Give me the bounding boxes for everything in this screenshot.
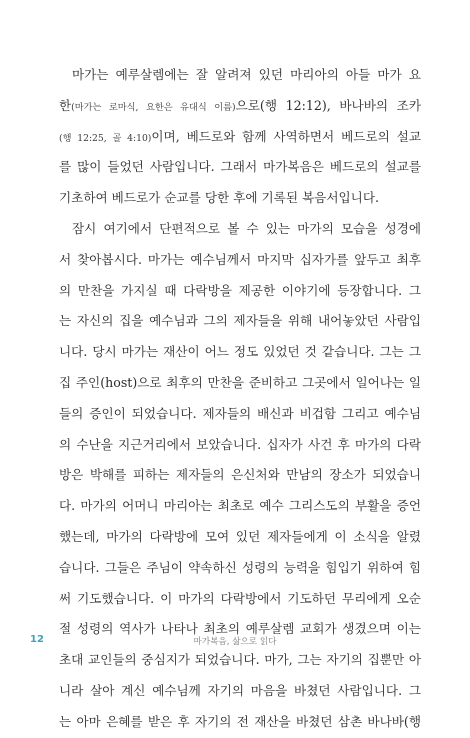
text-run: 절 성령의 역사가 나타나 최초의 예루살렘 교회가 생겼으며 이는 [59,621,421,637]
page-number: 12 [30,634,44,645]
text-run: 습니다. 그들은 주님이 약속하신 성령의 능력을 힘입기 위하여 힘 [59,559,421,575]
text-line [59,399,421,430]
text-line [59,183,421,214]
text-run: 마가는 예루살렘에는 잘 알려져 있던 마리아의 아들 마가 요 [72,67,421,82]
text-run: 니다. 당시 마가는 재산이 어느 정도 있었던 것 같습니다. 그는 그 [59,344,421,360]
text-line [59,430,421,461]
text-run: 집 주인(host)으로 최후의 만찬을 준비하고 그곳에서 일어나는 일 [59,374,421,390]
text-line [59,522,421,553]
paragraph [59,214,421,738]
inline-note: (행 12:25, 골 4:10) [59,132,152,144]
text-line [59,584,421,615]
paragraph [59,60,421,214]
text-run: 초대 교인들의 중심지가 되었습니다. 마가, 그는 자기의 집뿐만 아 [59,652,421,668]
text-run: 다. 마가의 어머니 마리아는 최초로 예수 그리스도의 부활을 증언 [59,498,421,514]
text-run: 서 찾아봅시다. 마가는 예수님께서 마지막 십자가를 앞두고 최후 [59,251,421,267]
text-run: 잠시 여기에서 단편적으로 볼 수 있는 마가의 모습을 성경에 [72,220,421,236]
text-line [59,460,421,491]
text-run: 를 많이 들었던 사람입니다. 그래서 마가복음은 베드로의 설교를 [59,159,421,175]
text-line [59,707,421,738]
text-run: 들의 증인이 되었습니다. 제자들의 배신과 비겁함 그리고 예수님 [59,405,421,421]
text-line [59,553,421,584]
text-line [59,337,421,368]
text-run: 한 [59,97,72,113]
text-line [59,152,421,183]
text-run: 으로(행 12:12), 바나바의 조카 [235,97,421,113]
text-line [59,60,421,91]
text-run: 기초하여 베드로가 순교를 당한 후에 기록된 복음서입니다. [59,190,379,206]
text-run: 했는데, 마가의 다락방에 모여 있던 제자들에게 이 소식을 알렸 [59,528,421,544]
text-run: 는 아마 은혜를 받은 후 자기의 전 재산을 바쳤던 삼촌 바나바(행 [59,713,421,729]
text-run: 써 기도했습니다. 이 마가의 다락방에서 기도하던 무리에게 오순 [59,590,421,606]
text-run: 방은 박해를 피하는 제자들의 은신처와 만남의 장소가 되었습니 [59,467,421,483]
text-line [59,368,421,399]
text-run: 니라 살아 계신 예수님께 자기의 마음을 바쳤던 사람입니다. 그 [59,682,421,698]
text-line [59,214,421,245]
inline-note: (마가는 로마식, 요한은 유대식 이름) [71,101,236,113]
text-line [59,306,421,337]
text-line [59,122,421,153]
text-run: 의 만찬을 가지실 때 다락방을 제공한 이야기에 등장합니다. 그 [59,282,421,298]
text-line [59,491,421,522]
text-line [59,276,421,307]
text-run: 이며, 베드로와 함께 사역하면서 베드로의 설교 [151,128,421,144]
text-line [59,91,421,122]
text-run: 의 수난을 지근거리에서 보았습니다. 십자가 사건 후 마가의 다락 [59,436,421,452]
text-line [59,245,421,276]
text-line [59,676,421,707]
page-footer [0,634,470,650]
text-run: 는 자신의 집을 예수님과 그의 제자들을 위해 내어놓았던 사람입 [59,313,421,329]
running-head: 마가복음, 삶으로 읽다 [193,637,277,647]
